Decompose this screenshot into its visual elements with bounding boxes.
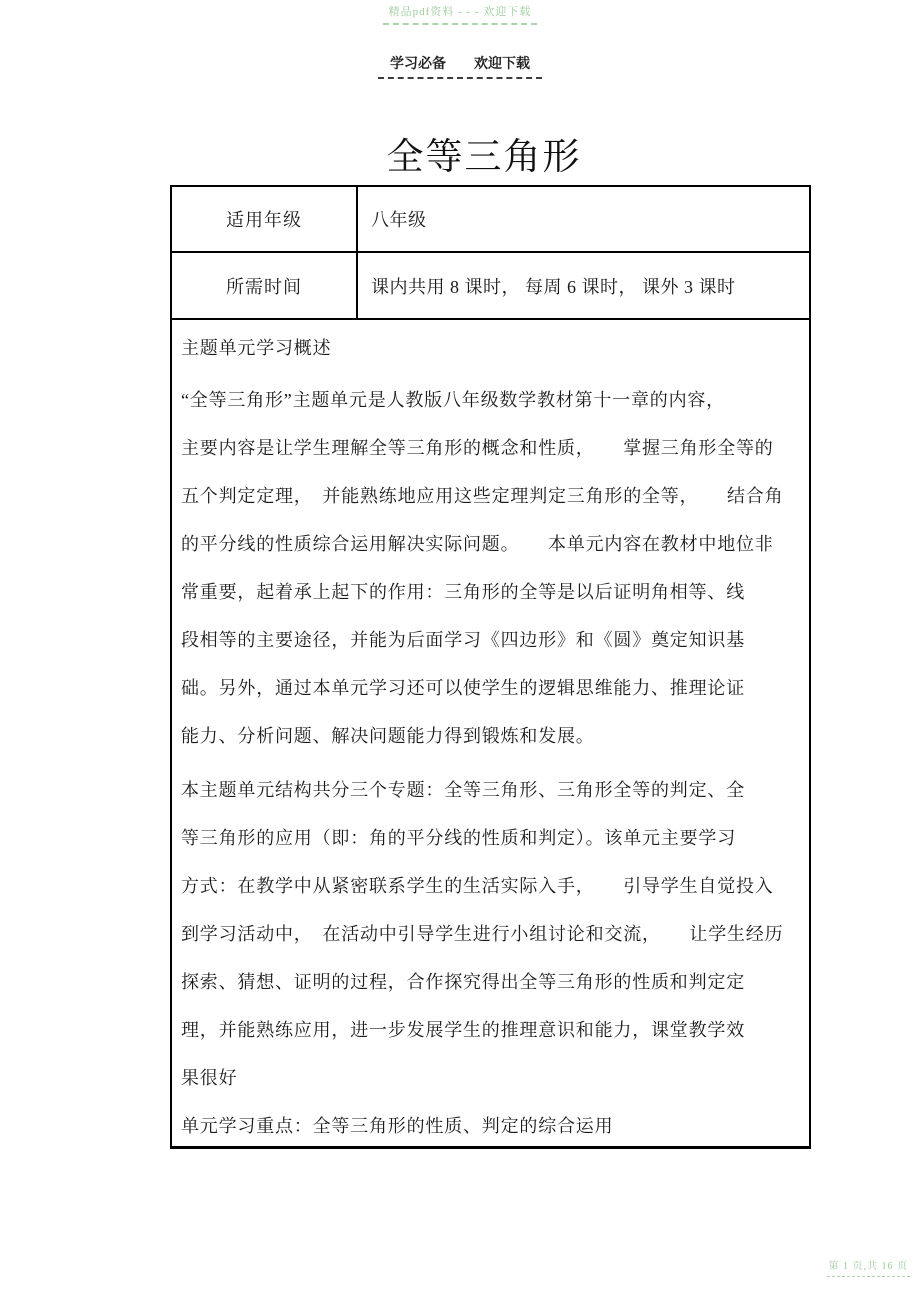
text-line: 探索、猜想、证明的过程，合作探究得出全等三角形的性质和判定定 bbox=[181, 972, 745, 992]
text-line: 本主题单元结构共分三个专题：全等三角形、三角形全等的判定、全 bbox=[181, 780, 745, 800]
overview-paragraph-1 bbox=[181, 376, 801, 760]
text-line: 主要内容是让学生理解全等三角形的概念和性质， 掌握三角形全等的 bbox=[181, 438, 774, 458]
text-line: 方式：在教学中从紧密联系学生的生活实际入手， 引导学生自觉投入 bbox=[181, 876, 774, 896]
text-line: 到学习活动中， 在活动中引导学生进行小组讨论和交流， 让学生经历 bbox=[181, 924, 784, 944]
page-number-note: 第 1 页,共 16 页 bbox=[827, 1257, 911, 1277]
text-line: 理，并能熟练应用，进一步发展学生的推理意识和能力，课堂教学效 bbox=[181, 1020, 745, 1040]
table-row-grade bbox=[172, 187, 809, 253]
overview-heading-paragraph bbox=[181, 324, 801, 372]
text-line: 等三角形的应用（即：角的平分线的性质和判定）。该单元主要学习 bbox=[181, 828, 736, 848]
text-line: 单元学习重点：全等三角形的性质、判定的综合运用 bbox=[181, 1116, 614, 1136]
header-note-row bbox=[0, 53, 920, 79]
time-label-cell: 所需时间 bbox=[172, 253, 358, 318]
page-title: 全等三角形 bbox=[208, 126, 760, 190]
text-line: 础。另外，通过本单元学习还可以使学生的逻辑思维能力、推理论证 bbox=[181, 678, 745, 698]
text-line: 的平分线的性质综合运用解决实际问题。 本单元内容在教材中地位非 bbox=[181, 534, 774, 554]
header-note-left: 学习必备 bbox=[390, 57, 446, 72]
header-note bbox=[378, 53, 542, 79]
watermark-note: 精品pdf资料 - - - 欢迎下载 bbox=[383, 3, 538, 25]
overview-cell bbox=[172, 320, 809, 1146]
text-line: 能力、分析问题、解决问题能力得到锻炼和发展。 bbox=[181, 726, 595, 746]
table-row-time bbox=[172, 253, 809, 320]
overview-paragraph-2 bbox=[181, 766, 801, 1102]
text-line: “全等三角形”主题单元是人教版八年级数学教材第十一章的内容， bbox=[181, 390, 725, 410]
text-line: 段相等的主要途径，并能为后面学习《四边形》和《圆》奠定知识基 bbox=[181, 630, 745, 650]
header-note-right: 欢迎下载 bbox=[474, 57, 530, 72]
grade-label-cell: 适用年级 bbox=[172, 187, 358, 251]
overview-keypoint-paragraph bbox=[181, 1102, 801, 1146]
text-line: 五个判定定理， 并能熟练地应用这些定理判定三角形的全等， 结合角 bbox=[181, 486, 784, 506]
watermark-top-row bbox=[0, 2, 920, 25]
grade-value-cell: 八年级 bbox=[371, 210, 427, 230]
footer-row bbox=[827, 1256, 911, 1277]
text-line: 常重要，起着承上起下的作用：三角形的全等是以后证明角相等、线 bbox=[181, 582, 745, 602]
text-line: 主题单元学习概述 bbox=[181, 338, 332, 358]
time-value-cell: 课内共用 8 课时， 每周 6 课时， 课外 3 课时 bbox=[371, 276, 736, 297]
text-line: 果很好 bbox=[181, 1068, 238, 1088]
lesson-plan-table bbox=[170, 185, 811, 1149]
